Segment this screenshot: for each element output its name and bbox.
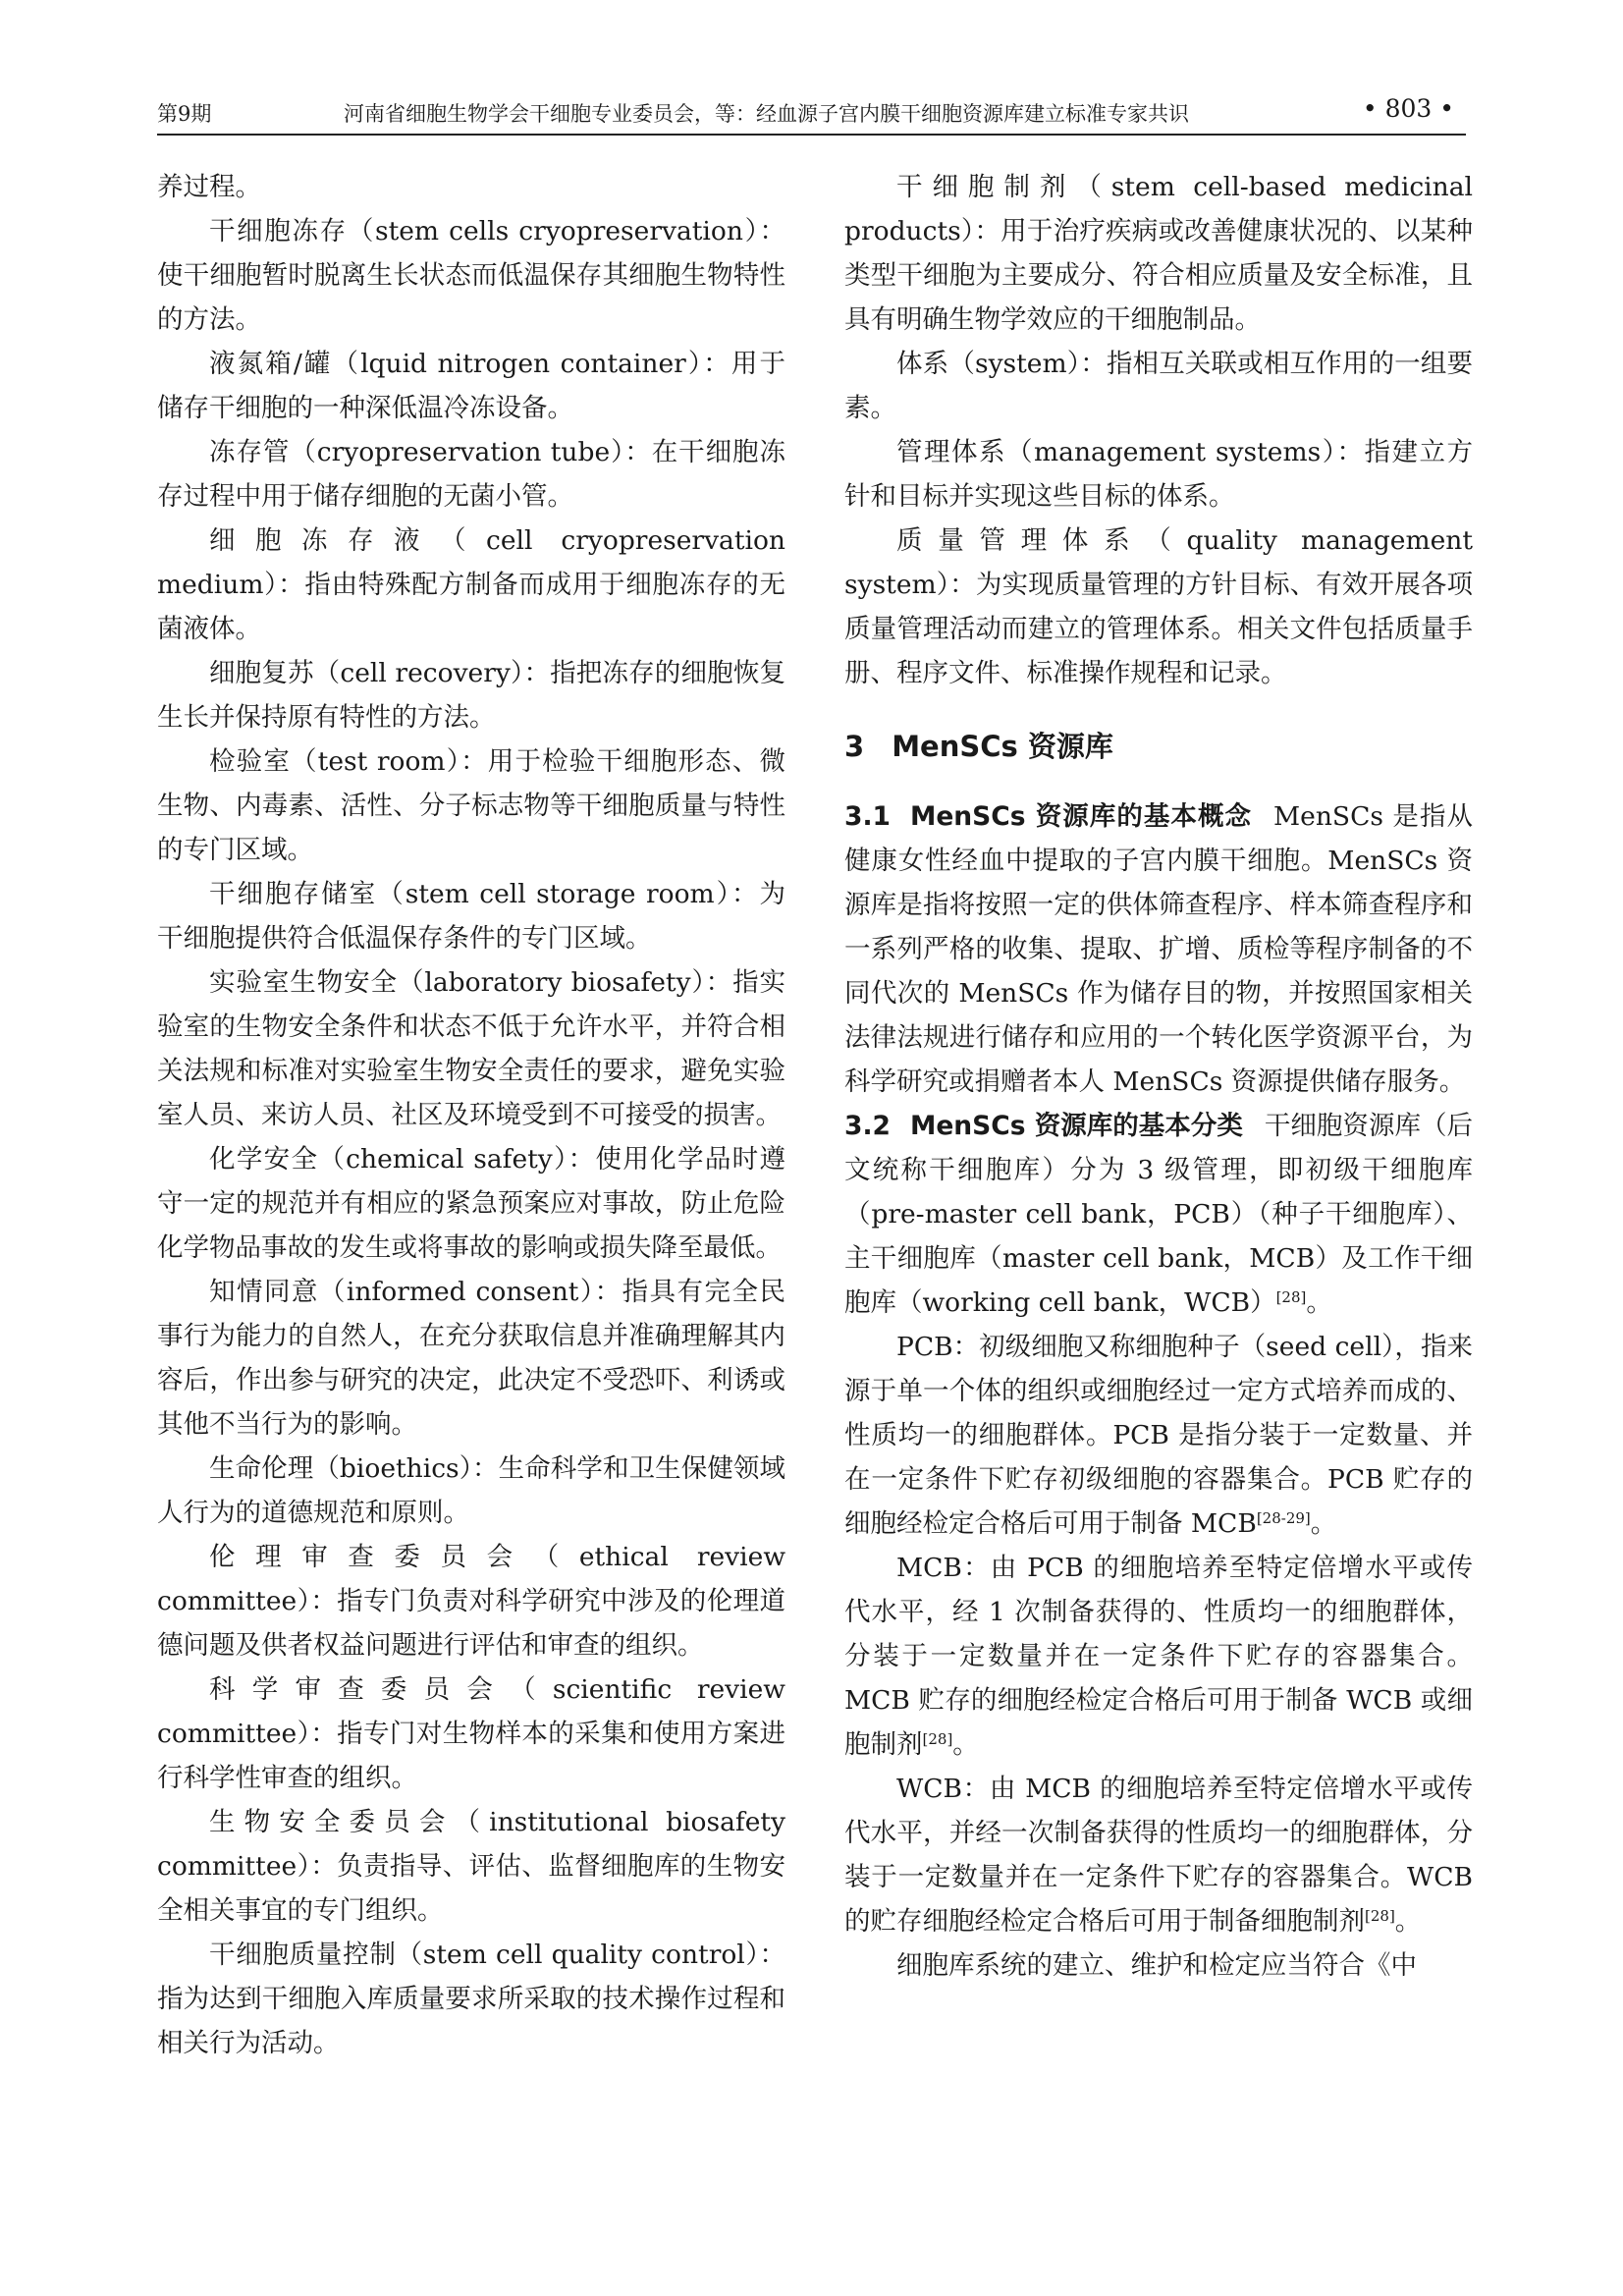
mcb-paragraph: MCB：由 PCB 的细胞培养至特定倍增水平或传代水平，经 1 次制备获得的、性质均一的细胞群体，分装于一定数量并在一定条件下贮存的容器集合。MCB 贮存的细胞经检定合格后可用于制备 WCB 或细胞制剂[28]。	[844, 1553, 1473, 1760]
subsection-paragraph	[844, 794, 1473, 1104]
section-heading	[844, 725, 1473, 769]
definition-paragraph: 化学安全（chemical safety）：使用化学品时遵守一定的规范并有相应的紧急预案应对事故，防止危险化学物品事故的发生或将事故的影响或损失降至最低。	[157, 1144, 785, 1263]
definition-paragraph: 细胞冻存液（cell cryopreservation medium）：指由特殊配方制备而成用于细胞冻存的无菌液体。	[157, 525, 785, 644]
section-number: 3	[844, 730, 865, 763]
definition-paragraph: 细胞复苏（cell recovery）：指把冻存的细胞恢复生长并保持原有特性的方法。	[157, 658, 785, 733]
subsection-text: 干细胞资源库（后文统称干细胞库）分为 3 级管理，即初级干细胞库（pre-master cell bank，PCB）（种子干细胞库）、主干细胞库（master cell bank，MCB）及工作干细胞库（working cell bank，WCB）	[844, 1111, 1474, 1318]
body-paragraph: 细胞库系统的建立、维护和检定应当符合《中	[896, 1950, 1417, 1981]
definition-paragraph: 干细胞存储室（stem cell storage room）：为干细胞提供符合低温保存条件的专门区域。	[157, 879, 785, 954]
definition-paragraph: 科学审查委员会（scientific review committee）：指专门对生物样本的采集和使用方案进行科学性审查的组织。	[157, 1674, 785, 1793]
definition-paragraph: 干细胞质量控制（stem cell quality control）：指为达到干细胞入库质量要求所采取的技术操作过程和相关行为活动。	[157, 1940, 785, 2058]
running-header	[157, 94, 1466, 136]
page-number: • 803 •	[1362, 94, 1454, 123]
definition-paragraph: 检验室（test room）：用于检验干细胞形态、微生物、内毒素、活性、分子标志物等干细胞质量与特性的专门区域。	[157, 746, 785, 865]
pcb-paragraph: PCB：初级细胞又称细胞种子（seed cell），指来源于单一个体的组织或细胞经过一定方式培养而成的、性质均一的细胞群体。PCB 是指分装于一定数量、并在一定条件下贮存初级细胞的容器集合。PCB 贮存的细胞经检定合格后可用于制备 MCB[28-29]。	[844, 1332, 1473, 1539]
definition-paragraph: 生物安全委员会（institutional biosafety committee）：负责指导、评估、监督细胞库的生物安全相关事宜的专门组织。	[157, 1807, 785, 1926]
subsection-text: MenSCs 是指从健康女性经血中提取的子宫内膜干细胞。MenSCs 资源库是指将按照一定的供体筛查程序、样本筛查程序和一系列严格的收集、提取、扩增、质检等程序制备的不同代次的 MenSCs 作为储存目的物，并按照国家相关法律法规进行储存和应用的一个转化医学资源平台，为科学研究或捐赠者本人 MenSCs 资源提供储存服务。	[844, 801, 1473, 1097]
definition-paragraph: 液氮箱/罐（lquid nitrogen container）：用于储存干细胞的一种深低温冷冻设备。	[157, 349, 785, 423]
definition-paragraph: 质量管理体系（quality management system）：为实现质量管理的方针目标、有效开展各项质量管理活动而建立的管理体系。相关文件包括质量手册、程序文件、标准操作规程和记录。	[844, 525, 1473, 688]
definition-paragraph: 管理体系（management systems）：指建立方针和目标并实现这些目标的体系。	[844, 437, 1473, 512]
subsection-number: 3.2	[844, 1111, 891, 1141]
right-column	[844, 165, 1473, 1988]
definition-paragraph: 冻存管（cryopreservation tube）：在干细胞冻存过程中用于储存细胞的无菌小管。	[157, 437, 785, 512]
wcb-paragraph: WCB：由 MCB 的细胞培养至特定倍增水平或传代水平，并经一次制备获得的性质均一的细胞群体，分装于一定数量并在一定条件下贮存的容器集合。WCB 的贮存细胞经检定合格后可用于制备细胞制剂[28]。	[844, 1774, 1473, 1937]
citation[interactable]: [28]	[922, 1730, 953, 1748]
citation[interactable]: [28-29]	[1256, 1509, 1311, 1527]
citation[interactable]: [28]	[1365, 1907, 1395, 1925]
subsection-paragraph: 3.2 MenSCs 资源库的基本分类 干细胞资源库（后文统称干细胞库）分为 3 级管理，即初级干细胞库（pre-master cell bank，PCB）（种子干细胞库）、主干细胞库（master cell bank，MCB）及工作干细胞库（working cell bank，WCB）[28]。	[844, 1111, 1474, 1318]
issue-number: 第9期	[157, 102, 212, 126]
subsection-title: MenSCs 资源库的基本分类	[909, 1111, 1243, 1141]
running-title: 河南省细胞生物学会干细胞专业委员会，等：经血源子宫内膜干细胞资源库建立标准专家共识	[344, 102, 1189, 126]
definition-paragraph: 实验室生物安全（laboratory biosafety）：指实验室的生物安全条件和状态不低于允许水平，并符合相关法规和标准对实验室生物安全责任的要求，避免实验室人员、来访人员、社区及环境受到不可接受的损害。	[157, 967, 785, 1130]
section-title: MenSCs 资源库	[892, 730, 1113, 763]
definition-paragraph: 生命伦理（bioethics）：生命科学和卫生保健领域人行为的道德规范和原则。	[157, 1453, 785, 1528]
subsection-number: 3.1	[844, 801, 891, 832]
definition-paragraph: 体系（system）：指相互关联或相互作用的一组要素。	[844, 349, 1473, 423]
definition-paragraph: 养过程。	[157, 172, 261, 202]
left-column	[157, 165, 785, 2065]
definition-paragraph: 干细胞制剂（stem cell-based medicinal products）：用于治疗疾病或改善健康状况的、以某种类型干细胞为主要成分、符合相应质量及安全标准，且具有明确生物学效应的干细胞制品。	[844, 172, 1473, 335]
definition-paragraph: 知情同意（informed consent）：指具有完全民事行为能力的自然人，在充分获取信息并准确理解其内容后，作出参与研究的决定，此决定不受恐吓、利诱或其他不当行为的影响。	[157, 1277, 785, 1440]
definition-paragraph: 干细胞冻存（stem cells cryopreservation）：使干细胞暂时脱离生长状态而低温保存其细胞生物特性的方法。	[157, 216, 785, 335]
subsection-title: MenSCs 资源库的基本概念	[909, 801, 1253, 832]
citation[interactable]: [28]	[1275, 1288, 1307, 1306]
definition-paragraph: 伦理审查委员会（ethical review committee）：指专门负责对科学研究中涉及的伦理道德问题及供者权益问题进行评估和审查的组织。	[157, 1542, 785, 1661]
